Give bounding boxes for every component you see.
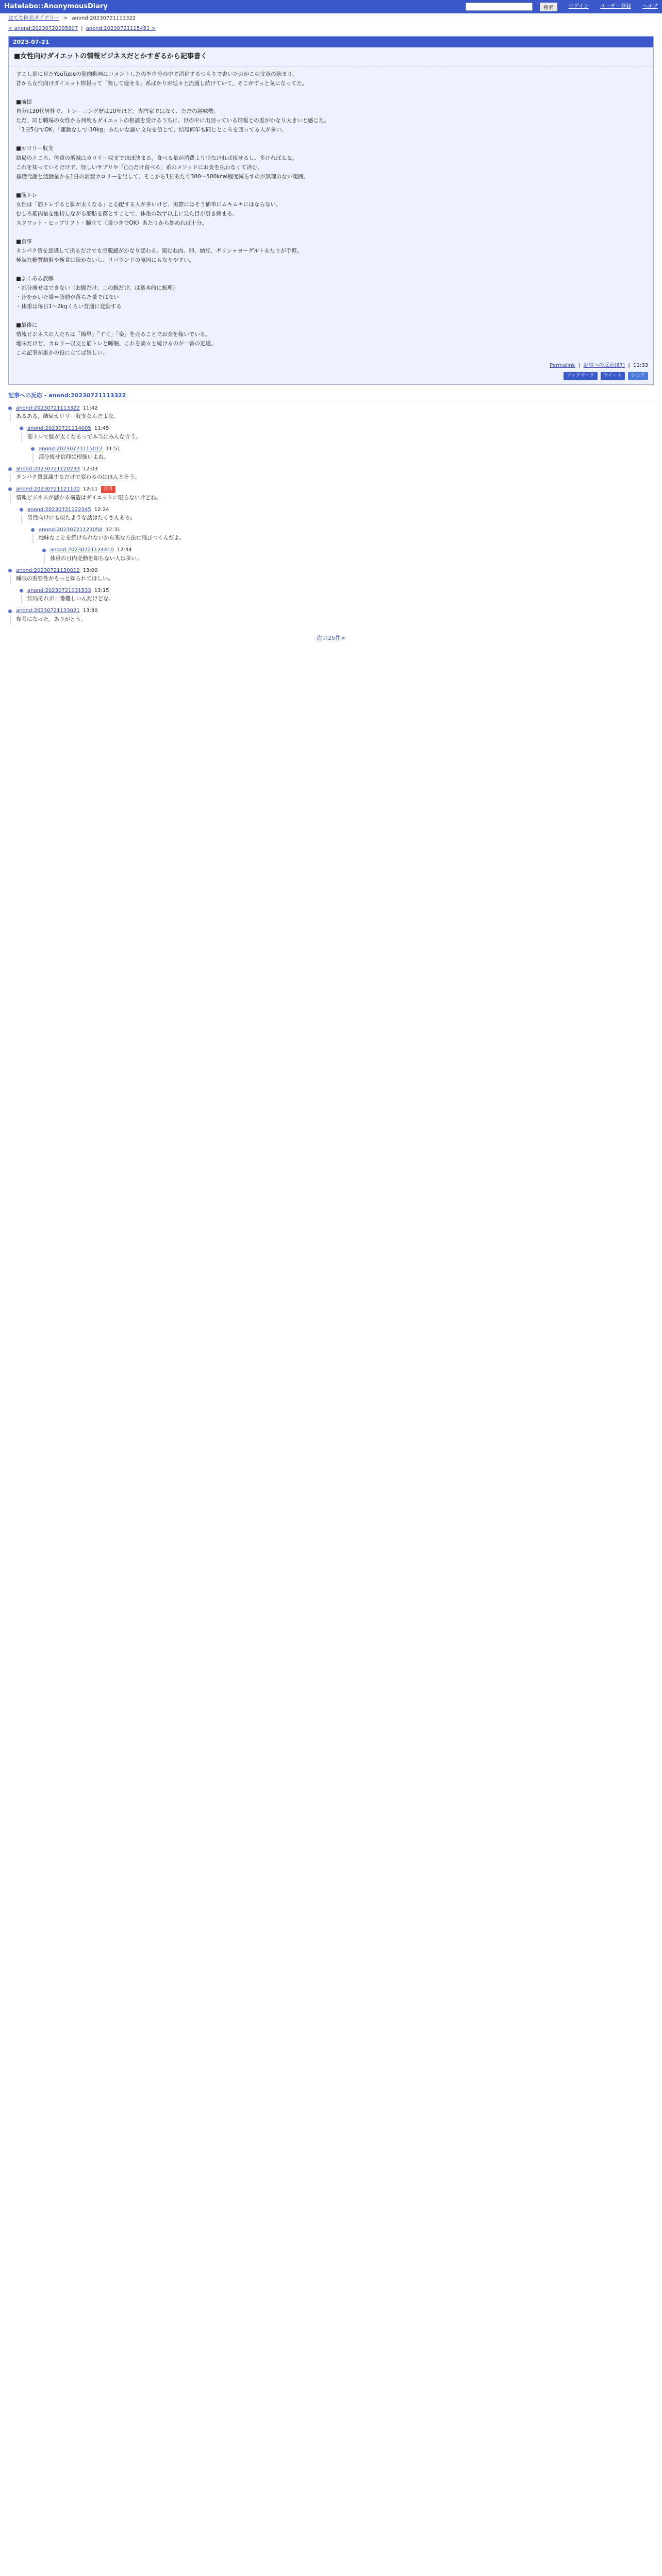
- comment-meta: [31, 526, 654, 534]
- comment-badge: 注目: [101, 486, 115, 493]
- article-paragraph: [16, 311, 646, 320]
- section-heading: ■食事: [16, 238, 32, 245]
- breadcrumb-home[interactable]: はてな匿名ダイアリー: [8, 15, 60, 22]
- comment-text: タンパク質意識するだけで変わるのはほんとそう。: [10, 473, 654, 482]
- permalink[interactable]: Permalink: [550, 363, 575, 369]
- comment-meta: [20, 506, 654, 514]
- comment-id-link[interactable]: anond:20230721122345: [27, 506, 91, 513]
- comment-meta: [8, 485, 654, 494]
- nav-sep: |: [81, 26, 83, 32]
- comment-item: [8, 485, 654, 502]
- next-entry-link[interactable]: anond:20230721115451 >: [86, 26, 156, 32]
- comment-time: 12:31: [105, 527, 121, 533]
- comment-id-link[interactable]: anond:20230721114005: [27, 426, 91, 432]
- article-date: 2023-07-21: [9, 37, 653, 47]
- pager-link[interactable]: 次の25件>: [316, 634, 346, 641]
- breadcrumb-current: anond:20230721113322: [72, 15, 136, 22]
- article-paragraph: ただ、同じ職場の女性から何度もダイエットの相談を受けるうちに、世の中に出回っている情報との差がかなり大きいと感じた。: [16, 117, 330, 124]
- article-paragraph: ・汗をかいた量＝脂肪が落ちた量ではない: [16, 294, 119, 301]
- article-paragraph: これを知っているだけで、怪しいサプリや「○○だけ食べる」系のメソッドにお金を払わなくて済む。: [16, 164, 263, 171]
- article-paragraph: 「1日5分でOK」「運動なしで-10kg」みたいな謳い文句を信じて、結局何年も同じところを回ってる人が多い。: [16, 127, 287, 133]
- article-paragraph: 女性は「筋トレすると脚が太くなる」と心配する人が多いけど、実際にはそう簡単にムキムキにはならない。: [16, 201, 282, 208]
- comment-meta: [8, 404, 654, 413]
- comment-time: 12:24: [94, 506, 109, 513]
- comment-text: 地味なことを続けられないから楽な方法に飛びつくんだよ。: [32, 534, 654, 543]
- comment-time: 11:51: [105, 446, 121, 452]
- comment-item: [8, 567, 654, 584]
- breadcrumb: [0, 13, 662, 24]
- comment-item: [42, 546, 654, 563]
- breadcrumb-sep: >: [63, 15, 68, 22]
- comment-item: [8, 607, 654, 624]
- article-paragraph: [16, 228, 646, 237]
- comment-meta: [42, 546, 654, 554]
- article-paragraph: 昔から女性向けダイエット情報って「楽して痩せる」系ばかりが延々と流通し続けていて、そこがずっと気になってた。: [16, 80, 308, 87]
- register-link[interactable]: ユーザー登録: [600, 4, 631, 10]
- article-paragraph: すこし前に見たYouTubeの筋肉動画にコメントしたのを自分の中で消化するつもりで書いたのがこの文章の始まり。: [16, 71, 298, 78]
- section-heading: ■よくある誤解: [16, 275, 54, 282]
- comment-time: 13:15: [94, 587, 109, 594]
- comment-meta: [31, 445, 654, 453]
- comment-text: 結局それが一番難しいんだけどな。: [21, 595, 654, 604]
- search-button[interactable]: 検索: [540, 3, 557, 11]
- comment-id-link[interactable]: anond:20230721115012: [39, 446, 103, 452]
- comment-text: 体重の日内変動を知らない人は多い。: [44, 554, 654, 564]
- comments-header: 記事への反応 - anond:20230721113322: [8, 390, 654, 401]
- reactions-link[interactable]: 記事への反応(67): [583, 363, 625, 369]
- article-paragraph: 地味だけど、カロリー収支と筋トレと睡眠、これを淡々と続けるのが一番の近道。: [16, 341, 217, 347]
- comment-time: 11:45: [94, 426, 109, 432]
- comment-id-link[interactable]: anond:20230721120233: [16, 466, 80, 472]
- comment-meta: [20, 425, 654, 433]
- comment-id-link[interactable]: anond:20230721133021: [16, 608, 80, 614]
- tweet-share-button[interactable]: ツイート: [601, 372, 625, 380]
- comment-item: [31, 445, 654, 462]
- comment-time: 13:30: [82, 608, 98, 614]
- comment-list: [0, 404, 662, 624]
- comment-meta: [20, 587, 654, 595]
- facebook-share-button[interactable]: シェア: [628, 372, 648, 380]
- comment-item: [20, 425, 654, 442]
- section-heading: ■前提: [16, 99, 32, 106]
- comment-time: 12:03: [82, 466, 98, 472]
- article-paragraph: 情報ビジネスの人たちは「簡単」「すぐ」「楽」を売ることでお金を稼いでいる。: [16, 331, 211, 338]
- comment-time: 12:11: [82, 486, 98, 493]
- article-paragraph: ・部分痩せはできない（お腹だけ、二の腕だけ、は基本的に無理）: [16, 285, 178, 292]
- article-paragraph: むしろ筋肉量を維持しながら脂肪を落とすことで、体重の数字以上に見た目が引き締まる。: [16, 210, 238, 217]
- comment-meta: [8, 567, 654, 575]
- comment-text: 睡眠の重要性がもっと知られてほしい。: [10, 574, 654, 584]
- prev-entry-link[interactable]: < anond:20230720095807: [8, 26, 78, 32]
- article-paragraph: 自分は30代男性で、トレーニング歴は10年ほど。専門家ではなく、ただの趣味勢。: [16, 108, 219, 115]
- comment-time: 11:42: [82, 405, 98, 411]
- login-link[interactable]: ログイン: [568, 4, 589, 10]
- comment-time: 13:00: [82, 567, 98, 573]
- article-paragraph: 結局のところ、体重の増減はカロリー収支でほぼ決まる。食べる量が消費より少なければ痩せるし、多ければ太る。: [16, 155, 297, 161]
- comment-time: 12:44: [117, 547, 132, 553]
- comment-id-link[interactable]: anond:20230721113322: [16, 405, 80, 411]
- comment-id-link[interactable]: anond:20230721130012: [16, 567, 80, 573]
- help-link[interactable]: ヘルプ: [642, 4, 658, 10]
- comment-text: 情報ビジネスが儲かる構造はダイエットに限らないけどね。: [10, 494, 654, 503]
- share-buttons: [9, 372, 653, 384]
- global-header: [0, 0, 662, 13]
- comment-id-link[interactable]: anond:20230721124410: [50, 547, 114, 553]
- comment-text: 部分痩せ信仰は根強いよね。: [32, 453, 654, 462]
- section-heading: ■カロリー収支: [16, 145, 54, 152]
- comment-text: 参考になった。ありがとう。: [10, 615, 654, 624]
- comment-meta: [8, 465, 654, 473]
- comment-text: 筋トレで脚が太くなるって本当にみんな言う。: [21, 433, 654, 442]
- article-paragraph: [16, 181, 646, 191]
- comment-id-link[interactable]: anond:20230721131533: [27, 587, 91, 594]
- comment-item: [8, 404, 654, 421]
- comment-item: [31, 526, 654, 543]
- comment-id-link[interactable]: anond:20230721123050: [39, 527, 103, 533]
- article-paragraph: 極端な糖質制限や断食は続かないし、リバウンドの原因にもなりやすい。: [16, 257, 195, 263]
- article-paragraph: タンパク質を意識して摂るだけでも空腹感がかなり変わる。鶏むね肉、卵、納豆、ギリシャヨーグルトあたりが手軽。: [16, 247, 303, 254]
- site-logo[interactable]: Hatelabo::AnonymousDiary: [4, 2, 108, 10]
- article-paragraph: 基礎代謝と活動量から1日の消費カロリーを出して、そこから1日あたり300〜500kcal程度減らすのが無理のない範囲。: [16, 173, 309, 180]
- article-time: 11:33: [633, 363, 648, 369]
- comment-id-link[interactable]: anond:20230721121100: [16, 486, 80, 493]
- section-heading: ■最後に: [16, 322, 38, 329]
- comment-item: [8, 465, 654, 482]
- article-paragraph: この記事が誰かの役に立てば嬉しい。: [16, 350, 108, 357]
- comment-text: あるある。結局カロリー収支なんだよな。: [10, 412, 654, 421]
- article-footer: Permalink | 記事への反応(67) | 11:33: [550, 363, 648, 369]
- article-title[interactable]: ■女性向けダイエットの情報ビジネスだとかすぎるから記事書く: [9, 47, 653, 66]
- comment-item: [20, 506, 654, 523]
- entry-nav: [0, 24, 662, 34]
- section-heading: ■筋トレ: [16, 192, 38, 198]
- article: [8, 36, 654, 385]
- bookmark-share-button[interactable]: ブックマーク: [564, 372, 597, 380]
- comment-item: [20, 587, 654, 604]
- article-paragraph: [16, 134, 646, 144]
- article-body: [9, 66, 653, 360]
- article-paragraph: [16, 265, 646, 274]
- search-input[interactable]: [466, 3, 533, 11]
- comment-text: 男性向けにも似たような話はたくさんある。: [21, 514, 654, 523]
- article-paragraph: スクワット・ヒップリフト・腕立て（膝つきでOK）あたりから始めれば十分。: [16, 219, 207, 226]
- article-paragraph: ・体重は毎日1〜2kgくらい普通に変動する: [16, 303, 122, 310]
- article-paragraph: [16, 88, 646, 97]
- comment-meta: [8, 607, 654, 615]
